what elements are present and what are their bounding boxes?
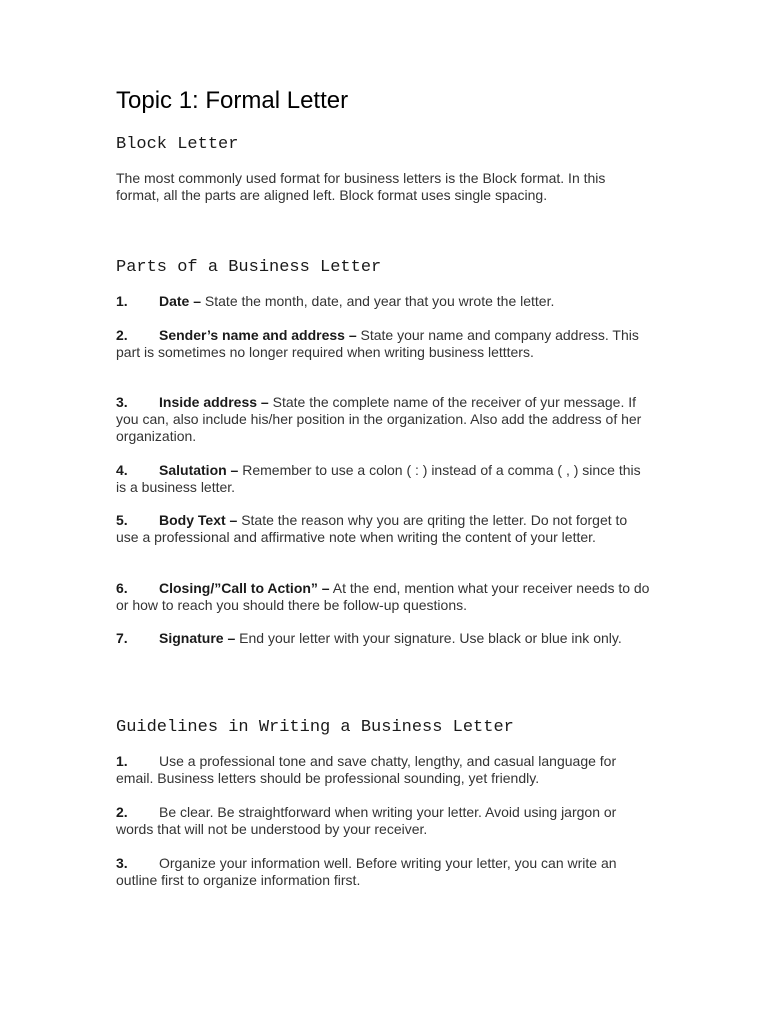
item-text: State the reason why you are qriting the letter. Do not forget to use a professional and affirmative note when writing the content of your letter. <box>116 512 628 545</box>
item-number: 2. <box>116 327 128 343</box>
parts-item-inside-address <box>116 394 652 445</box>
parts-item-closing <box>116 580 652 614</box>
item-text: State the complete name of the receiver of yur message. If you can, also include his/her position in the organization. Also add the address of her organization. <box>116 394 642 444</box>
item-term: Sender’s name and address – <box>159 327 357 343</box>
item-number: 1. <box>116 293 128 309</box>
guidelines-item-clear <box>116 804 652 838</box>
item-term: Signature – <box>159 630 236 646</box>
guidelines-item-organize <box>116 855 652 889</box>
parts-item-salutation <box>116 462 652 496</box>
item-text: Be clear. Be straightforward when writing your letter. Avoid using jargon or words that will not be understood by your receiver. <box>116 804 617 837</box>
parts-item-date <box>116 293 652 310</box>
parts-heading: Parts of a Business Letter <box>116 258 382 277</box>
item-term: Salutation – <box>159 462 239 478</box>
item-number: 1. <box>116 753 128 769</box>
item-text: Remember to use a colon ( : ) instead of a comma ( , ) since this is a business letter. <box>116 462 641 495</box>
parts-item-sender <box>116 327 652 361</box>
page-title: Topic 1: Formal Letter <box>116 87 349 114</box>
item-text: At the end, mention what your receiver needs to do or how to reach you should there be follow-up questions. <box>116 580 650 613</box>
guidelines-heading: Guidelines in Writing a Business Letter <box>116 718 514 737</box>
item-number: 3. <box>116 855 128 871</box>
block-letter-paragraph: The most commonly used format for business letters is the Block format. In this format, all the parts are aligned left. Block format uses single spacing. <box>116 170 606 203</box>
guidelines-item-tone <box>116 753 652 787</box>
parts-item-body-text <box>116 512 652 546</box>
item-text: Organize your information well. Before writing your letter, you can write an outline first to organize information first. <box>116 855 617 888</box>
item-text: Use a professional tone and save chatty, lengthy, and casual language for email. Business letters should be professional sounding, yet friendly. <box>116 753 617 786</box>
item-number: 2. <box>116 804 128 820</box>
item-number: 4. <box>116 462 128 478</box>
item-text: State your name and company address. This part is sometimes no longer required when writing business lettters. <box>116 327 639 360</box>
item-text: State the month, date, and year that you wrote the letter. <box>201 293 555 309</box>
item-text: End your letter with your signature. Use black or blue ink only. <box>235 630 622 646</box>
item-number: 6. <box>116 580 128 596</box>
item-number: 5. <box>116 512 128 528</box>
item-term: Inside address – <box>159 394 269 410</box>
block-letter-heading: Block Letter <box>116 135 239 154</box>
parts-item-signature <box>116 630 652 647</box>
item-term: Date – <box>159 293 202 309</box>
item-term: Closing/”Call to Action” – <box>159 580 330 596</box>
item-number: 3. <box>116 394 128 410</box>
item-term: Body Text – <box>159 512 238 528</box>
item-number: 7. <box>116 630 128 646</box>
